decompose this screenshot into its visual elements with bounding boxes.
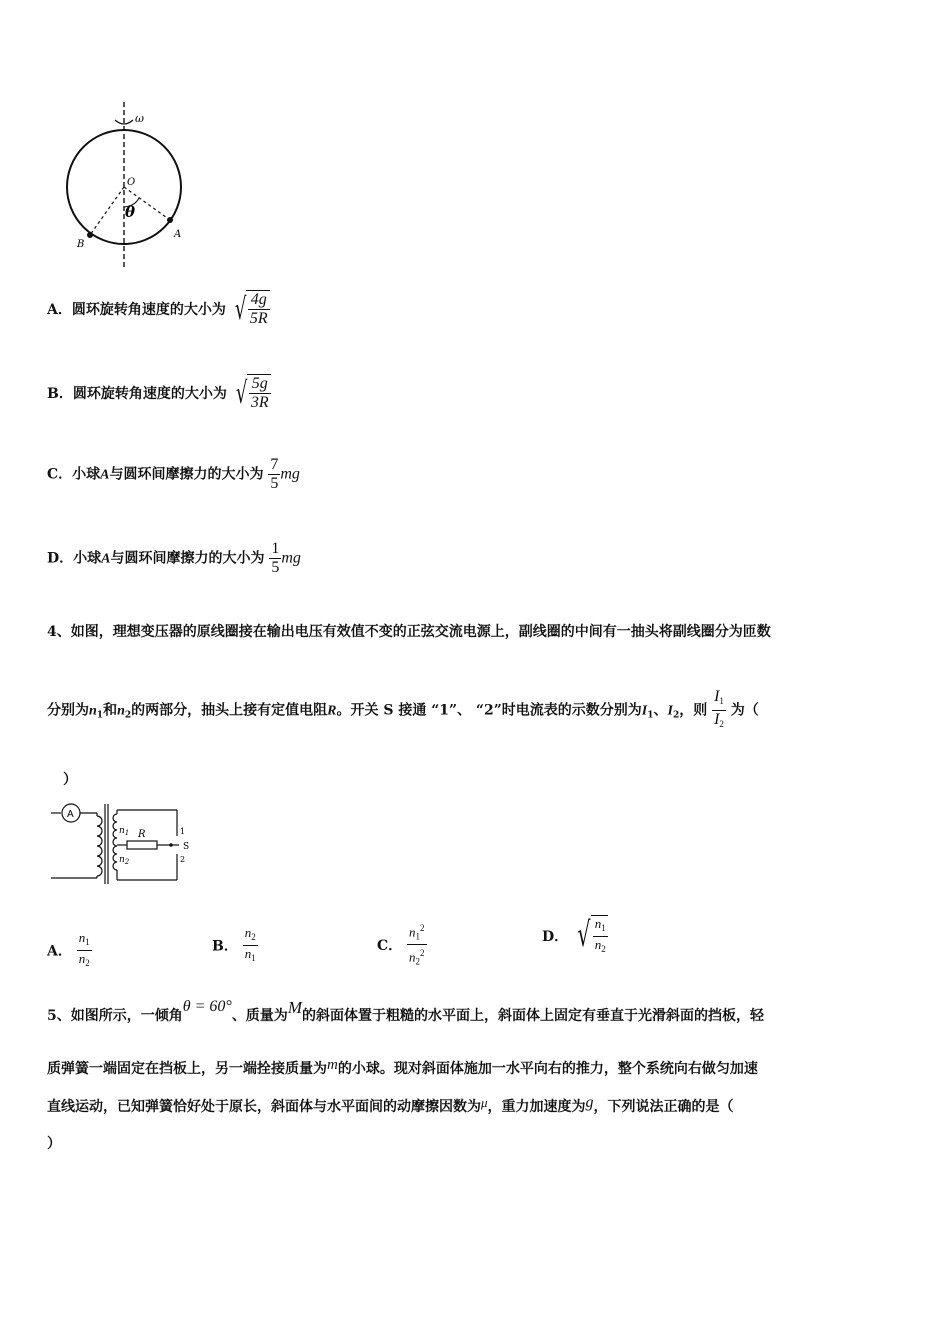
q4-option-d: D． √ $\frac{n_1}{n_2}$ bbox=[542, 915, 606, 955]
q4-option-a: A． $\frac{n_1}{n_2}$ bbox=[47, 930, 92, 971]
fraction: $\frac{n_1}{n_2}$ bbox=[77, 930, 92, 971]
ring-figure bbox=[55, 98, 195, 273]
q3-option-d: D．小球A与圆环间摩擦力的大小为 $\frac{1}{5}$ mg bbox=[47, 540, 301, 576]
center-label: O bbox=[127, 177, 136, 188]
transformer-circuit bbox=[47, 800, 197, 885]
omega-label: ω bbox=[135, 112, 144, 125]
q5-line-2: 质弹簧一端固定在挡板上，另一端拴接质量为m的小球。现对斜面体施加一水平向右的推力，整个系统向右做匀加速 bbox=[47, 1057, 758, 1077]
q4-option-b: B． $\frac{n_2}{n_1}$ bbox=[212, 925, 258, 966]
fraction: $\frac{7}{5}$ bbox=[270, 456, 279, 492]
fraction: $\frac{n_1^2}{n_2^2}$ bbox=[407, 920, 427, 970]
q4-line-3: ） bbox=[63, 772, 77, 788]
q4-line-2: 分别为$n_1$和$n_2$的两部分，抽头上接有定值电阻R。开关 S 接通 “1”、 “2”时电流表的示数分别为$I_1$、$I_2$，则 $\frac{I_1}{I_2}$ 为（ bbox=[47, 688, 759, 733]
fraction: $\frac{n_2}{n_1}$ bbox=[243, 925, 258, 966]
theta-label: θ bbox=[125, 203, 136, 221]
point-b-label: B bbox=[77, 239, 85, 250]
circuit-n1-label: $n_1$ bbox=[119, 826, 130, 837]
q5-line-1: 5、如图所示，一倾角θ = 60°、质量为M的斜面体置于粗糙的水平面上，斜面体上固定有垂直于光滑斜面的挡板，轻 bbox=[47, 998, 764, 1024]
q5-line-3: 直线运动，已知弹簧恰好处于原长，斜面体与水平面间的动摩擦因数为μ，重力加速度为g，下列说法正确的是（ bbox=[47, 1094, 734, 1115]
sqrt-expression: √ $\frac{5g}{3R}$ bbox=[232, 374, 271, 414]
q5-line-4: ） bbox=[47, 1136, 61, 1152]
terminal-2-label: 2 bbox=[180, 855, 186, 864]
fraction: $\frac{1}{5}$ bbox=[271, 540, 280, 576]
q3-option-a: A．圆环旋转角速度的大小为 √ $\frac{4g}{5R}$ bbox=[47, 290, 270, 330]
q3-option-b: B．圆环旋转角速度的大小为 √ $\frac{5g}{3R}$ bbox=[47, 374, 271, 414]
sqrt-expression: √ $\frac{n_1}{n_2}$ bbox=[577, 915, 606, 955]
q4-line-1: 4、如图，理想变压器的原线圈接在输出电压有效值不变的正弦交流电源上，副线圈的中间有一抽头将副线圈分为匝数 bbox=[47, 624, 771, 640]
circuit-n2-label: $n_2$ bbox=[119, 855, 130, 866]
sqrt-expression: √ $\frac{4g}{5R}$ bbox=[231, 290, 270, 330]
point-a-label: A bbox=[174, 229, 182, 240]
q4-option-c: C． $\frac{n_1^2}{n_2^2}$ bbox=[377, 920, 427, 970]
q3-option-c: C．小球A与圆环间摩擦力的大小为 $\frac{7}{5}$ mg bbox=[47, 456, 300, 492]
ammeter-label: A bbox=[67, 809, 74, 820]
switch-label: S bbox=[183, 842, 190, 852]
current-ratio-fraction: $\frac{I_1}{I_2}$ bbox=[712, 688, 726, 733]
terminal-1-label: 1 bbox=[180, 827, 186, 836]
circuit-r-label: R bbox=[138, 829, 146, 840]
